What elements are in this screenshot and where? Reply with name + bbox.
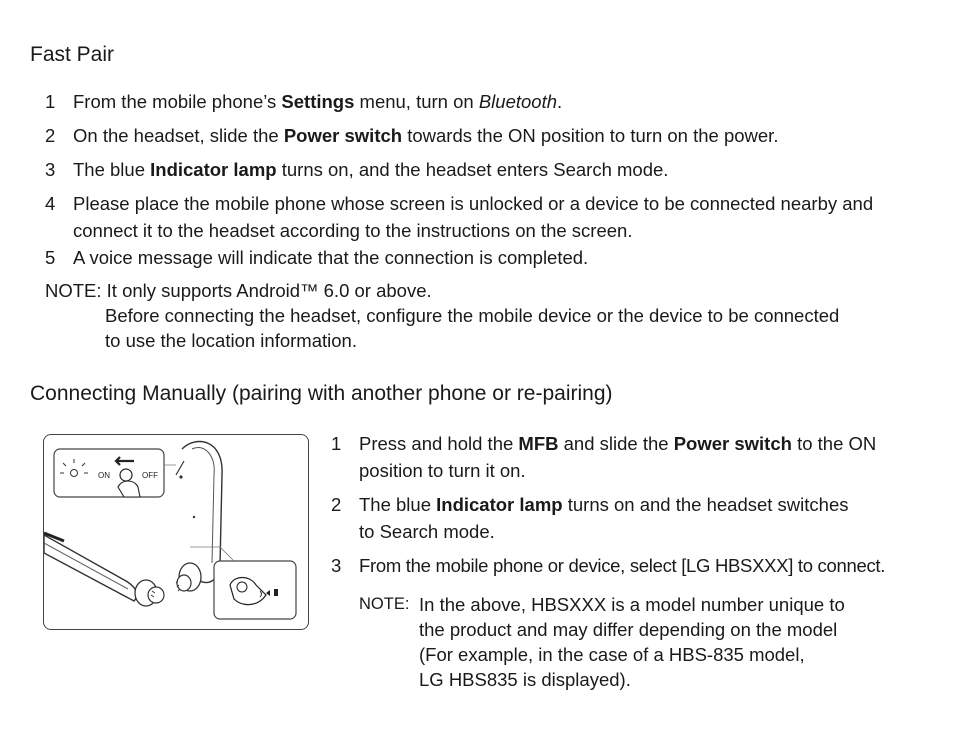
section-title-fast-pair: Fast Pair: [30, 43, 115, 66]
manual-note-line-2: the product and may differ depending on the model: [419, 619, 838, 640]
step-bold-text: Indicator lamp: [150, 159, 277, 180]
headset-illustration: [43, 434, 309, 630]
step-text: to Search mode.: [359, 521, 495, 542]
fast-pair-note-line-3: to use the location information.: [105, 330, 357, 351]
step-number: 5: [45, 247, 56, 268]
step-text: Press and hold the: [359, 433, 519, 454]
step-number: 3: [331, 555, 342, 576]
step-bold-text: Power switch: [283, 125, 403, 146]
step-text: The blue: [73, 159, 151, 180]
step-number: 1: [45, 91, 56, 112]
step-text: Please place the mobile phone whose screen is unlocked or a device to be connected nearby and: [73, 193, 874, 214]
step-text: .: [557, 91, 563, 112]
step-text: From the mobile phone or device, select [LG HBSXXX] to connect.: [359, 555, 886, 576]
step-number: 2: [45, 125, 56, 146]
step-text: A voice message will indicate that the connection is completed.: [73, 247, 589, 268]
step-text: and slide the: [558, 433, 674, 454]
step-number: 3: [45, 159, 56, 180]
step-text: connect it to the headset according to the instructions on the screen.: [73, 220, 633, 241]
step-bold-text: Indicator lamp: [436, 494, 563, 515]
step-number: 1: [331, 433, 342, 454]
step-text: menu, turn on: [354, 91, 479, 112]
step-italic-text: Bluetooth: [478, 91, 558, 112]
step-text: to the ON: [791, 433, 877, 454]
step-bold-text: Settings: [281, 91, 355, 112]
step-text: The blue: [359, 494, 437, 515]
fast-pair-note-line-1: NOTE: It only supports Android™ 6.0 or above.: [45, 280, 432, 301]
step-number: 4: [45, 193, 56, 214]
manual-note-line-1: In the above, HBSXXX is a model number unique to: [419, 594, 845, 615]
step-text: turns on, and the headset enters Search mode.: [276, 159, 669, 180]
step-text: position to turn it on.: [359, 460, 526, 481]
step-text: On the headset, slide the: [73, 125, 284, 146]
step-text: turns on and the headset switches: [562, 494, 849, 515]
step-bold-text: MFB: [518, 433, 559, 454]
headset-drawing: [44, 435, 308, 629]
step-text: towards the ON position to turn on the power.: [402, 125, 779, 146]
section-title-connecting-manually: Connecting Manually (pairing with another phone or re-pairing): [30, 382, 613, 405]
fast-pair-note-line-2: Before connecting the headset, configure the mobile device or the device to be connected: [105, 305, 840, 326]
step-number: 2: [331, 494, 342, 515]
manual-note-line-4: LG HBS835 is displayed).: [419, 669, 631, 690]
switch-off-label: OFF: [142, 471, 158, 480]
manual-note-line-3: (For example, in the case of a HBS-835 model,: [419, 644, 805, 665]
switch-on-label: ON: [98, 471, 110, 480]
step-bold-text: Power switch: [673, 433, 792, 454]
manual-note-label: NOTE:: [359, 595, 410, 613]
step-text: From the mobile phone’s: [73, 91, 282, 112]
